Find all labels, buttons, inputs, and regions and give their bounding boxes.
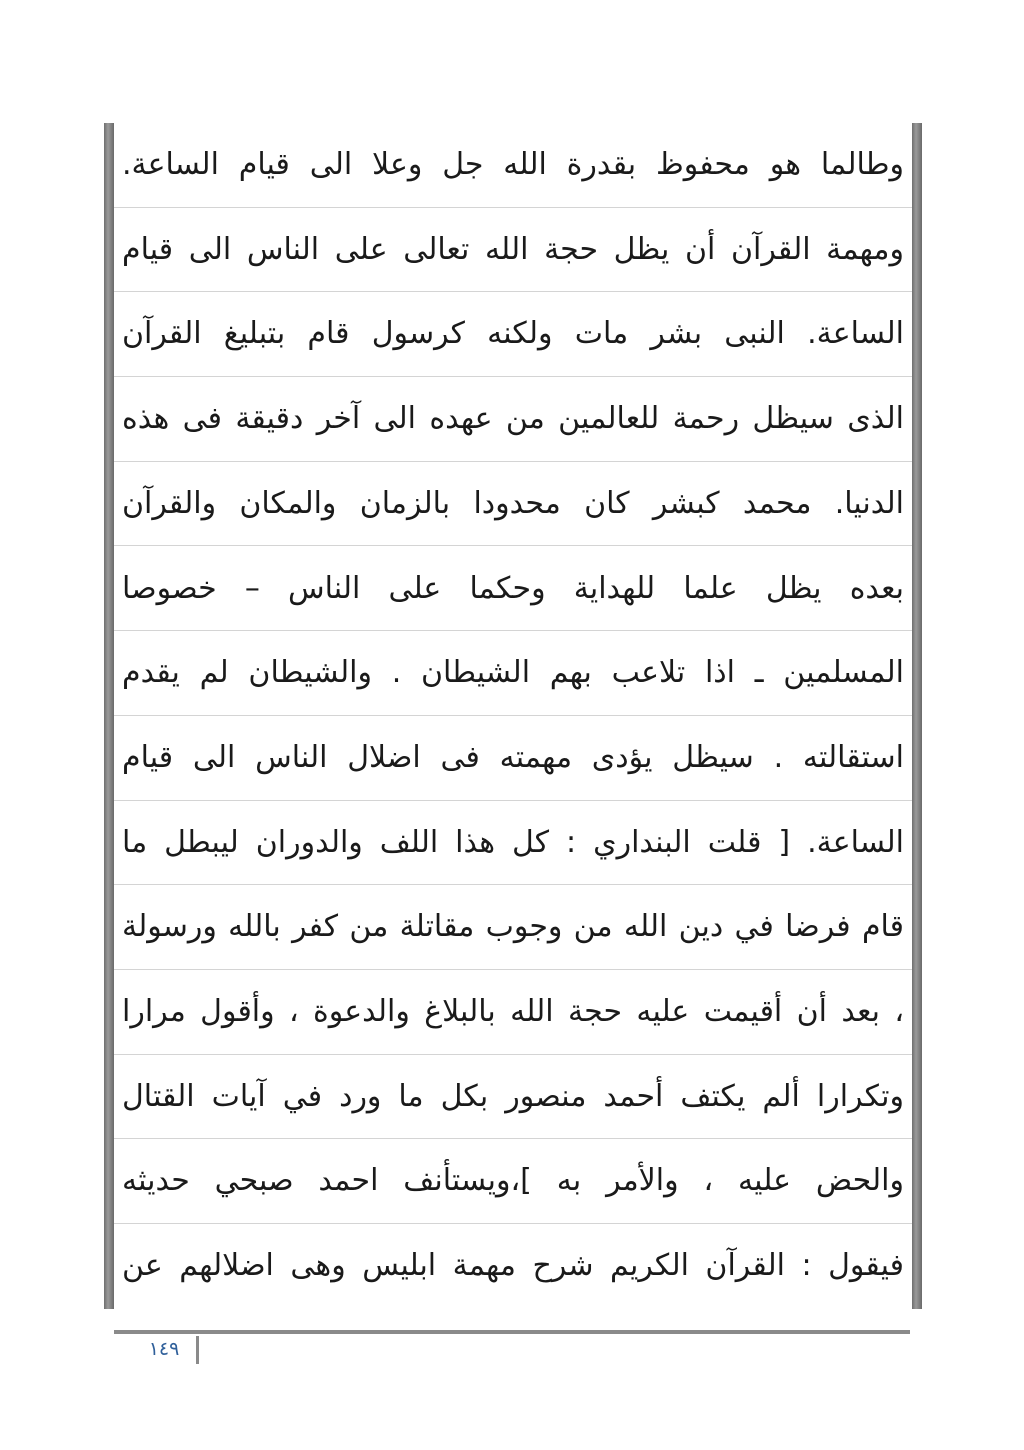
text-line-12: وتكرارا ألم يكتف أحمد منصور بكل ما ورد في آيات القتال xyxy=(114,1055,912,1140)
text-line-6: بعده يظل علما للهداية وحكما على الناس – خصوصا xyxy=(114,547,912,632)
text-line-14: فيقول : القرآن الكريم شرح مهمة ابليس وهى اضلالهم عن xyxy=(122,1248,904,1284)
left-border-bar xyxy=(104,123,114,1309)
text-line-2: ومهمة القرآن أن يظل حجة الله تعالى على الناس الى قيام xyxy=(114,208,912,293)
text-line-4: الذى سيظل رحمة للعالمين من عهده الى آخر دقيقة فى هذه xyxy=(114,377,912,462)
text-line-9: الساعة. [ قلت البنداري : كل هذا اللف والدوران ليبطل ما xyxy=(114,801,912,886)
text-line-7: المسلمين ـ اذا تلاعب بهم الشيطان . والشيطان لم يقدم xyxy=(114,631,912,716)
text-line-10: قام فرضا في دين الله من وجوب مقاتلة من كفر بالله ورسولة xyxy=(114,885,912,970)
text-line-11: ، بعد أن أقيمت عليه حجة الله بالبلاغ والدعوة ، وأقول مرارا xyxy=(114,970,912,1055)
page-frame xyxy=(104,123,922,1309)
footer-rule xyxy=(114,1330,910,1334)
text-line-1: وطالما هو محفوظ بقدرة الله جل وعلا الى قيام الساعة. xyxy=(114,123,912,208)
text-body xyxy=(114,123,912,1309)
text-line-13: والحض عليه ، والأمر به ]،ويستأنف احمد صبحي حديثه xyxy=(114,1139,912,1224)
text-line-3: الساعة. النبى بشر مات ولكنه كرسول قام بتبليغ القرآن xyxy=(114,292,912,377)
page-number: ١٤٩ xyxy=(148,1338,180,1360)
text-line-8: استقالته . سيظل يؤدى مهمته فى اضلال الناس الى قيام xyxy=(114,716,912,801)
right-border-bar xyxy=(912,123,922,1309)
text-line-5: الدنيا. محمد كبشر كان محدودا بالزمان والمكان والقرآن xyxy=(114,462,912,547)
page-number-divider xyxy=(196,1336,199,1364)
